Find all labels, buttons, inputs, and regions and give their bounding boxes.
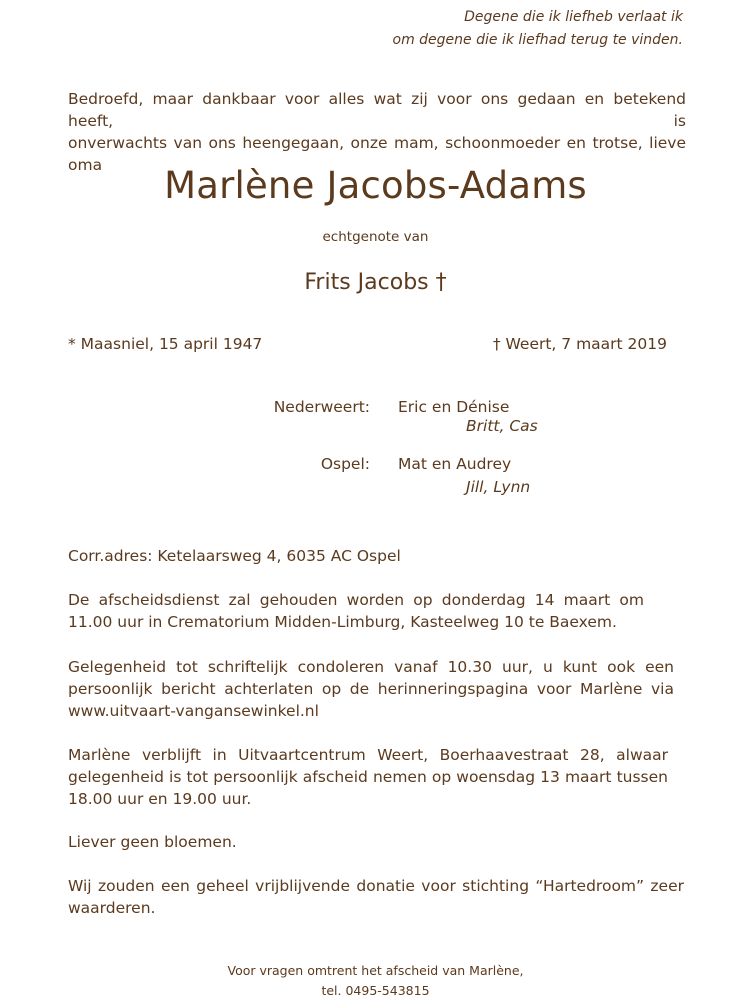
- spouse-name: Frits Jacobs †: [304, 270, 447, 295]
- intro-line-2: onverwachts van ons heengegaan, onze mam, schoonmoeder en trotse, lieve oma: [68, 134, 686, 174]
- footer: [0, 961, 751, 1001]
- deceased-name: Marlène Jacobs-Adams: [164, 164, 587, 207]
- family-place-1: Nederweert:: [273, 398, 370, 416]
- death-date: † Weert, 7 maart 2019: [492, 335, 667, 353]
- birth-date: * Maasniel, 15 april 1947: [68, 335, 263, 353]
- family-place-2: Ospel:: [320, 455, 370, 473]
- donation-paragraph: Wij zouden een geheel vrijblijvende donatie voor stichting “Hartedroom” zeer waarderen.: [68, 877, 684, 917]
- condolence-paragraph: Gelegenheid tot schriftelijk condoleren vanaf 10.30 uur, u kunt ook een persoonlijk bericht achterlaten op de herinneringspagina voor Marlène via www.uitvaart-vangansewinkel.nl: [68, 658, 674, 720]
- quote: [393, 6, 683, 52]
- family-children-2: Jill, Lynn: [466, 478, 531, 496]
- service-paragraph: De afscheidsdienst zal gehouden worden op donderdag 14 maart om 11.00 uur in Crematorium Midden-Limburg, Kasteelweg 10 te Baexem.: [68, 591, 644, 631]
- family-names-2: Mat en Audrey: [398, 455, 512, 473]
- correspondence-address: Corr.adres: Ketelaarsweg 4, 6035 AC Ospel: [68, 547, 401, 565]
- viewing-paragraph: Marlène verblijft in Uitvaartcentrum Weert, Boerhaavestraat 28, alwaar gelegenheid is tot persoonlijk afscheid nemen op woensdag 13 maart tussen 18.00 uur en 19.00 uur.: [68, 746, 668, 808]
- flowers-note: Liever geen bloemen.: [68, 833, 237, 851]
- quote-line-2: om degene die ik liefhad terug te vinden.: [392, 32, 683, 48]
- footer-line-1: Voor vragen omtrent het afscheid van Marlène,: [227, 963, 524, 978]
- family-names-1: Eric en Dénise: [398, 398, 510, 416]
- footer-phone: tel. 0495-543815: [321, 983, 430, 998]
- family-children-1: Britt, Cas: [466, 417, 538, 435]
- intro-line-1: Bedroefd, maar dankbaar voor alles wat zij voor ons gedaan en betekend heeft, is: [68, 90, 686, 130]
- quote-line-1: Degene die ik liefheb verlaat ik: [464, 9, 683, 25]
- intro-text: [68, 88, 686, 176]
- spouse-intro: echtgenote van: [322, 229, 429, 245]
